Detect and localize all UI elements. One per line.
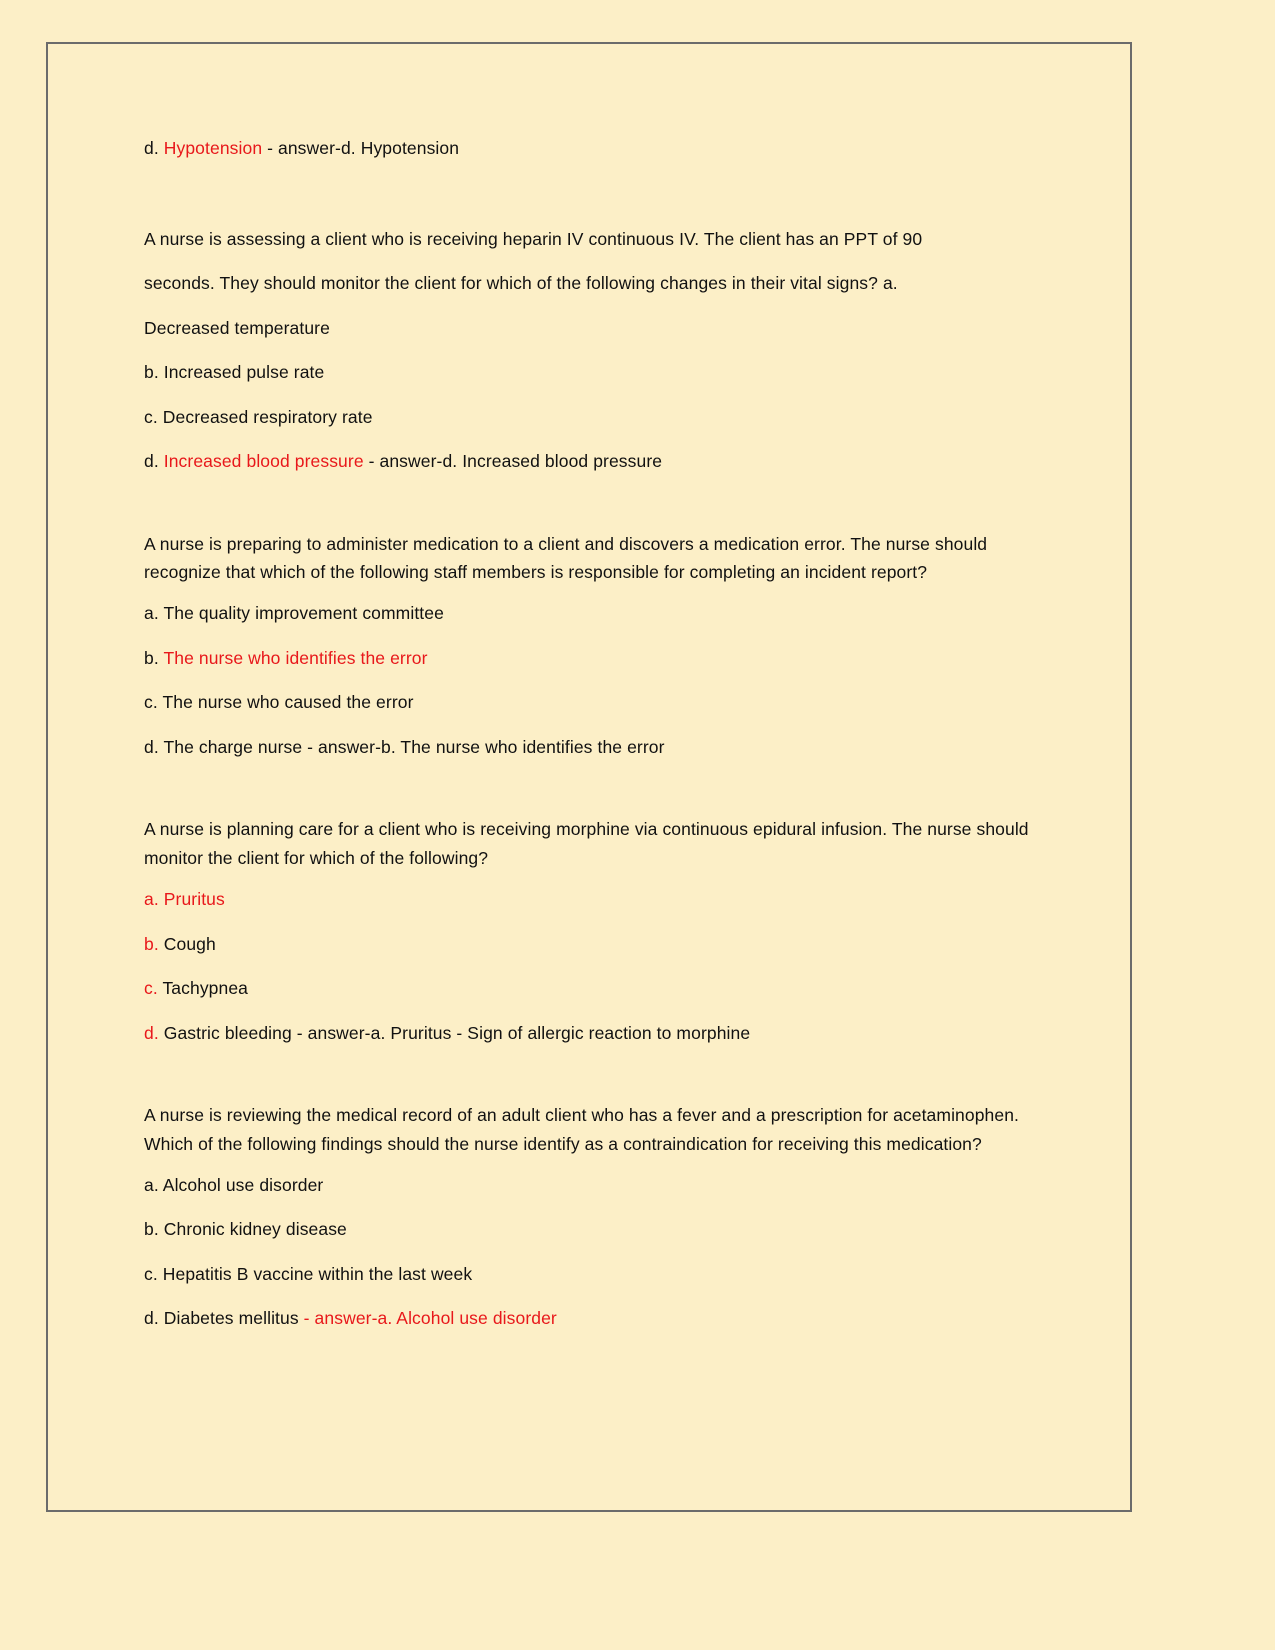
- question-stem-line: Decreased temperature: [144, 317, 330, 338]
- option-item: [144, 1174, 1054, 1195]
- option-text: a. Alcohol use disorder: [144, 1174, 324, 1195]
- block-spacer: [144, 783, 1054, 815]
- document-page: [46, 42, 1132, 1512]
- question-block-morphine: [144, 815, 1054, 1042]
- option-item: [144, 980, 1054, 998]
- option-item: [144, 1022, 1054, 1043]
- option-text: b. Chronic kidney disease: [144, 1219, 347, 1240]
- option-item: [144, 1263, 1054, 1284]
- option-item: [144, 453, 1054, 471]
- option-item: [144, 605, 1054, 623]
- question-stem: A nurse is planning care for a client who is receiving morphine via continuous epidural infusion. The nurse should monitor the client for which of the following?: [144, 819, 1029, 869]
- option-text: a. The quality improvement committee: [144, 603, 444, 624]
- highlighted-answer: a. Pruritus: [144, 889, 225, 909]
- option-item: [144, 891, 1054, 909]
- option-letter: d.: [144, 138, 164, 158]
- option-item: [144, 1221, 1054, 1239]
- option-item: [144, 647, 1054, 668]
- option-letter: d.: [144, 1022, 159, 1043]
- option-item: [144, 1310, 1054, 1328]
- block-spacer: [144, 1069, 1054, 1101]
- question-block-heparin: [144, 228, 1054, 471]
- question-block-hypotension-answer: [144, 140, 1054, 158]
- option-item: [144, 694, 1054, 712]
- option-text: Gastric bleeding - answer-a. Pruritus - Sign of allergic reaction to morphine: [158, 1022, 751, 1043]
- answer-suffix: - answer-d. Hypotension: [262, 138, 460, 158]
- answer-suffix: - answer-d. Increased blood pressure: [363, 451, 663, 471]
- option-letter: d.: [144, 451, 164, 471]
- option-text: b. Increased pulse rate: [144, 362, 325, 382]
- question-stem-line: A nurse is assessing a client who is receiving heparin IV continuous IV. The client has an PPT of 90: [144, 228, 923, 249]
- highlighted-answer: - answer-a. Alcohol use disorder: [303, 1308, 557, 1329]
- question-block-acetaminophen: [144, 1101, 1054, 1328]
- block-spacer: [144, 185, 1054, 231]
- question-block-medication-error: [144, 530, 1054, 757]
- option-text: d. The charge nurse - answer-b. The nurse who identifies the error: [144, 736, 665, 757]
- highlighted-answer: Increased blood pressure: [163, 451, 364, 471]
- question-stem-line: seconds. They should monitor the client for which of the following changes in their vital signs? a.: [144, 273, 898, 293]
- option-text: d. Diabetes mellitus: [144, 1308, 304, 1329]
- option-letter: b.: [144, 647, 164, 668]
- option-text: Tachypnea: [157, 978, 249, 998]
- option-letter: b.: [144, 933, 159, 954]
- document-content: [144, 140, 1054, 1355]
- option-text: Cough: [158, 933, 216, 954]
- option-text: c. Decreased respiratory rate: [144, 406, 373, 427]
- option-item: [144, 406, 1054, 427]
- block-spacer: [144, 498, 1054, 530]
- question-stem: A nurse is reviewing the medical record of an adult client who has a fever and a prescription for acetaminophen. Which of the following findings should the nurse identify as a contraindication for receiving this medication?: [144, 1105, 1020, 1154]
- question-stem: A nurse is preparing to administer medication to a client and discovers a medication error. The nurse should recognize that which of the following staff members is responsible for completing an incident report?: [144, 533, 988, 583]
- option-text: c. The nurse who caused the error: [144, 692, 414, 713]
- answer-line: [144, 140, 1054, 158]
- option-text: c. Hepatitis B vaccine within the last week: [144, 1263, 473, 1284]
- option-item: [144, 933, 1054, 954]
- option-item: [144, 736, 1054, 757]
- highlighted-answer: Hypotension: [163, 138, 263, 158]
- option-letter: c.: [144, 978, 158, 998]
- highlighted-answer: The nurse who identifies the error: [163, 647, 428, 668]
- option-item: [144, 364, 1054, 382]
